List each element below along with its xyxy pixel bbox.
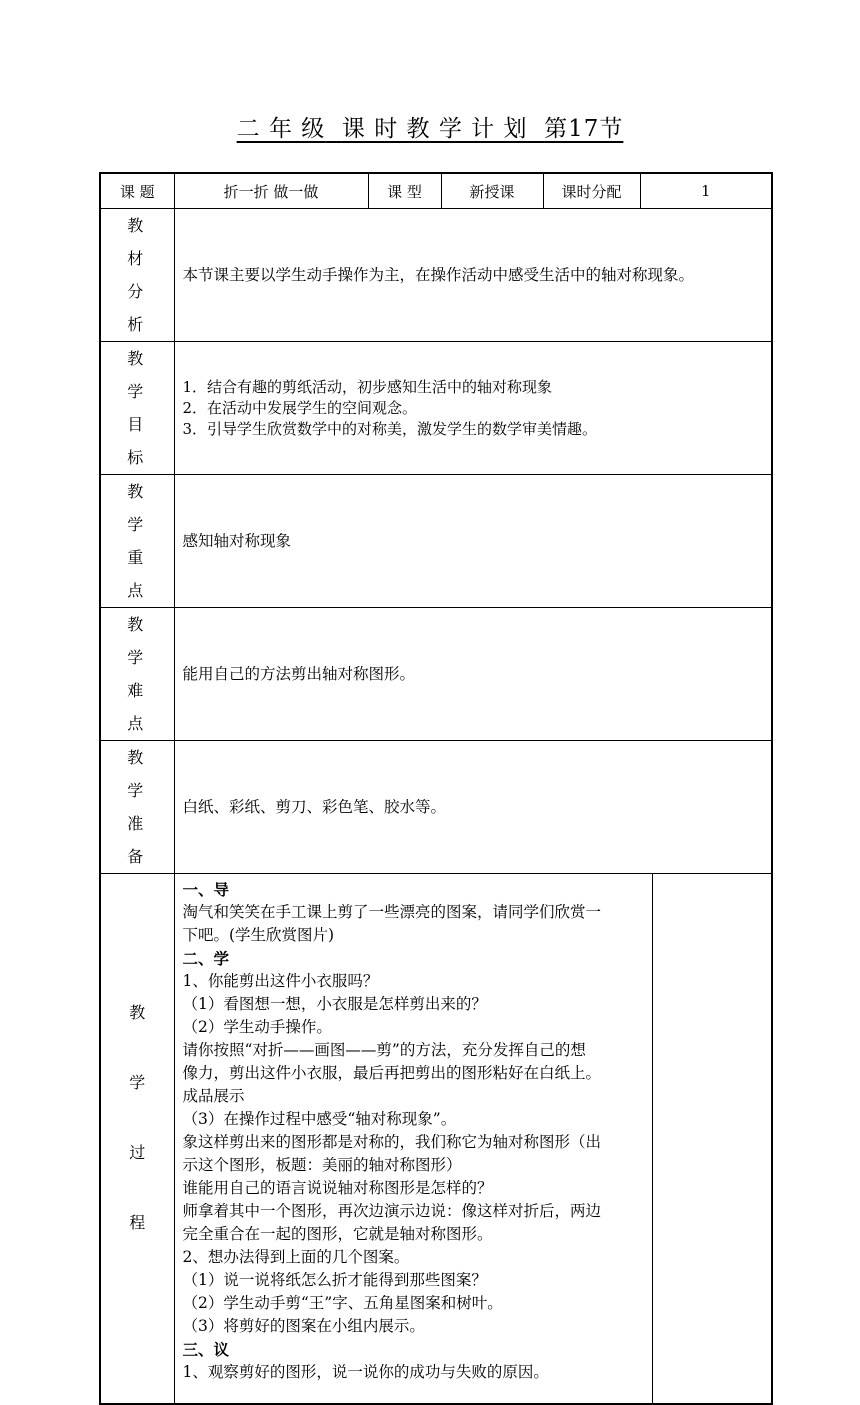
process-line: （2）学生动手剪“王”字、五角星图案和树叶。 (182, 1294, 503, 1312)
process-line: （2）学生动手操作。 (182, 1018, 332, 1036)
material-label: 教 材 分 析 (100, 209, 174, 342)
process-line: 师拿着其中一个图形，再次边演示边说：像这样对折后，两边 (182, 1202, 602, 1220)
process-notes-cell (652, 874, 772, 1404)
title-plan: 课 时 教 学 计 划 (341, 116, 528, 142)
preparation-label: 教 学 准 备 (100, 741, 174, 874)
header-row (100, 173, 772, 209)
goals-list (174, 342, 772, 475)
process-line: 请你按照“对折——画图——剪”的方法，充分发挥自己的想 (182, 1041, 586, 1059)
process-line: 象这样剪出来的图形都是对称的，我们称它为轴对称图形（出 (182, 1133, 602, 1151)
difficulty-label: 教 学 难 点 (100, 608, 174, 741)
process-label: 教 学 过 程 (100, 874, 174, 1404)
goal-item: 1．结合有趣的剪纸活动，初步感知生活中的轴对称现象 (182, 377, 553, 396)
key-point-row (100, 475, 772, 608)
process-line: 1、观察剪好的图形，说一说你的成功与失败的原因。 (182, 1363, 549, 1381)
preparation-row (100, 741, 772, 874)
process-line: （1）看图想一想，小衣服是怎样剪出来的？ (182, 995, 487, 1013)
goals-label: 教 学 目 标 (100, 342, 174, 475)
process-line: 示这个图形，板题：美丽的轴对称图形） (182, 1156, 462, 1174)
process-line: 成品展示 (182, 1087, 245, 1105)
title-grade: 二 年 级 (236, 116, 326, 142)
process-line: 完全重合在一起的图形，它就是轴对称图形。 (182, 1225, 493, 1243)
process-line: 下吧。(学生欣赏图片) (182, 926, 335, 944)
material-text: 本节课主要以学生动手操作为主，在操作活动中感受生活中的轴对称现象。 (174, 209, 772, 342)
key-point-text: 感知轴对称现象 (174, 475, 772, 608)
goal-item: 2．在活动中发展学生的空间观念。 (182, 398, 418, 417)
goal-item: 3．引导学生欣赏数学中的对称美，激发学生的数学审美情趣。 (182, 419, 598, 438)
process-line: （3）在操作过程中感受“轴对称现象”。 (182, 1110, 457, 1128)
process-section-heading: 三、议 (182, 1340, 230, 1359)
process-line: 像力，剪出这件小衣服，最后再把剪出的图形粘好在白纸上。 (182, 1064, 602, 1082)
process-line: 淘气和笑笑在手工课上剪了一些漂亮的图案，请同学们欣赏一 (182, 903, 602, 921)
process-row (100, 874, 772, 1404)
material-row (100, 209, 772, 342)
type-value: 新授课 (441, 173, 543, 209)
difficulty-row (100, 608, 772, 741)
topic-value: 折一折 做一做 (174, 173, 368, 209)
topic-label: 课 题 (100, 173, 174, 209)
type-label: 课 型 (368, 173, 441, 209)
process-content (174, 874, 652, 1404)
process-line: 2、想办法得到上面的几个图案。 (182, 1248, 410, 1266)
process-section-heading: 二、学 (182, 949, 230, 968)
process-line: （1）说一说将纸怎么折才能得到那些图案？ (182, 1271, 487, 1289)
key-point-label: 教 学 重 点 (100, 475, 174, 608)
process-section-heading: 一、导 (182, 880, 230, 899)
process-line: 1、你能剪出这件小衣服吗？ (182, 972, 379, 990)
lesson-plan-table (99, 172, 773, 1405)
title-lesson: 第17节 (544, 116, 624, 142)
hours-label: 课时分配 (543, 173, 640, 209)
process-line: （3）将剪好的图案在小组内展示。 (182, 1317, 425, 1335)
preparation-text: 白纸、彩纸、剪刀、彩色笔、胶水等。 (174, 741, 772, 874)
difficulty-text: 能用自己的方法剪出轴对称图形。 (174, 608, 772, 741)
goals-row (100, 342, 772, 475)
page-title (0, 110, 860, 143)
process-line: 谁能用自己的语言说说轴对称图形是怎样的？ (182, 1179, 493, 1197)
hours-value: 1 (640, 173, 772, 209)
